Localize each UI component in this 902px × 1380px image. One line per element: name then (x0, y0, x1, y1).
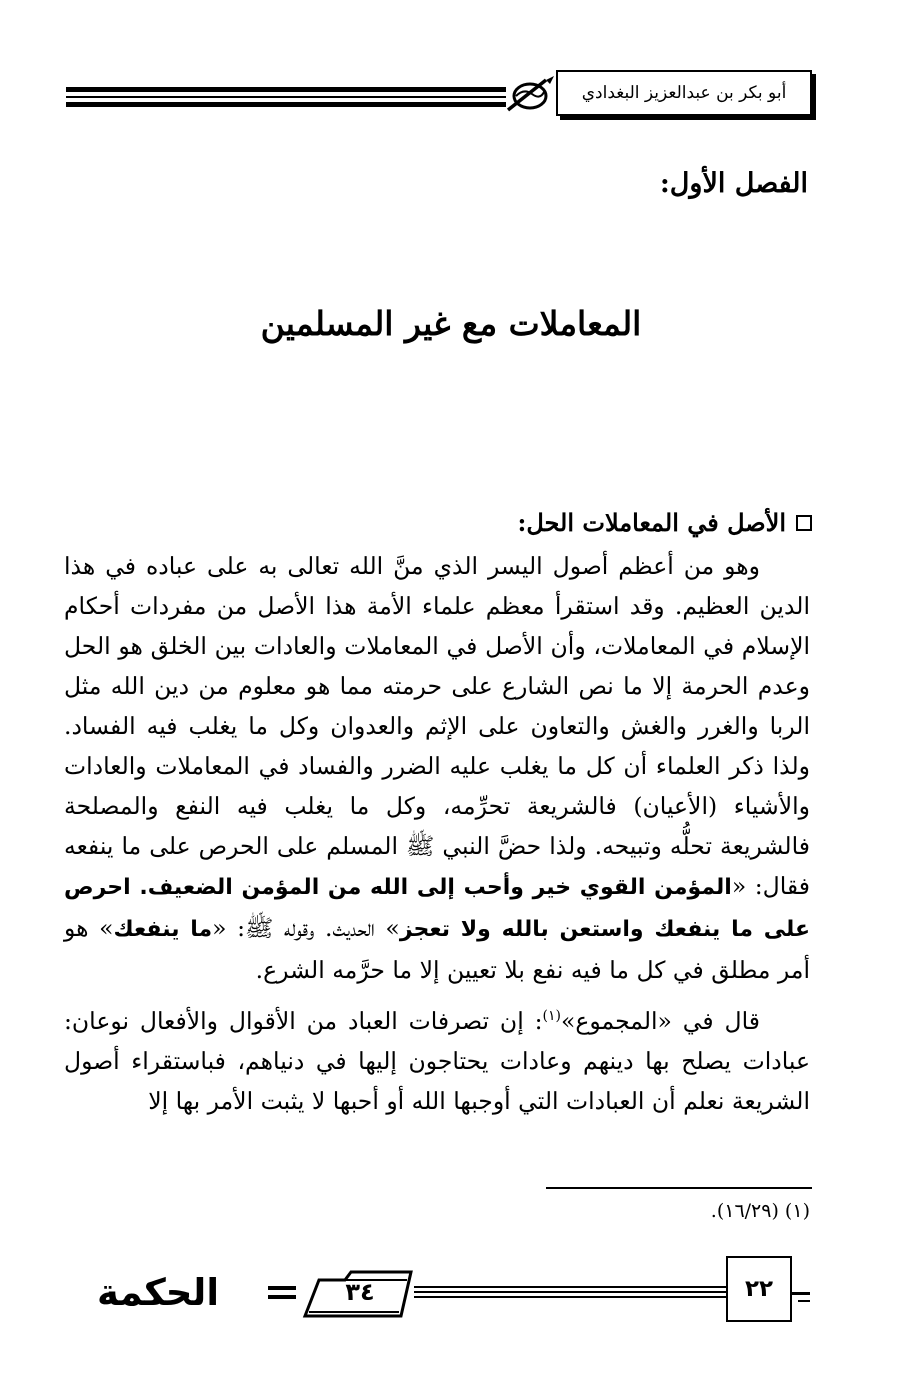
page-header (66, 70, 812, 124)
page-number: ٢٢ (726, 1256, 792, 1322)
hadith-quote: المؤمن القوي خير وأحب إلى الله من المؤمن الضعيف. احرص على ما ينفعك واستعن بالله ولا تعجز (64, 875, 810, 942)
paragraph (64, 546, 810, 990)
page-footer (58, 1256, 818, 1336)
magazine-logo: الحكمة (97, 1270, 220, 1314)
footer-rule (414, 1284, 748, 1302)
page-title: المعاملات مع غير المسلمين (260, 304, 642, 343)
paragraph-text: قال في «المجموع» (560, 1006, 760, 1035)
header-rule (66, 84, 506, 114)
footnote-reference[interactable]: (١) (542, 1008, 561, 1024)
paragraph-text: : إن تصرفات العباد من الأقوال والأفعال نوعان: عبادات يصلح بها دينهم وعادات يحتاجون إليها في دنياهم، فباستقراء أصول الشريعة نعلم أن العبادات التي أوجبها الله أو أحبها لا يثبت الأمر بها إلا (64, 1006, 810, 1115)
paragraph-text: وهو من أعظم أصول اليسر الذي منَّ الله تعالى به على عباده في هذا الدين العظيم. وقد استقرأ معظم علماء الأمة هذا الأصل من مفردات أحكام الإسلام في المعاملات، وأن الأصل في المعاملات والعادات بين الخلق هو الحل وعدم الحرمة إلا ما نص الشارع على حرمته مما هو معلوم من دين الله مثل الربا والغرر والغش والتعاون على الإثم والعدوان وكل ما يغلب فيه الفساد. ولذا ذكر العلماء أن كل ما يغلب عليه الضرر والفساد في المعاملات والعادات والأشياء (الأعيان) فالشريعة تحرِّمه، وكل ما يغلب فيه النفع والمصلحة فالشريعة تحلُّه وتبيحه. ولذا حضَّ النبي ﷺ المسلم على الحرص على ما ينفعه فقال: « (64, 552, 810, 900)
author-name-box (556, 70, 812, 116)
paragraph (64, 996, 810, 1121)
page-tick (792, 1292, 810, 1295)
section-heading (518, 508, 812, 537)
paragraph-text: » هو أمر مطلق في كل ما فيه نفع بلا تعيين إلا ما حرَّمه الشرع. (64, 914, 810, 984)
footnote-divider (546, 1187, 812, 1189)
footnote: (١) (١٦/٢٩). (710, 1200, 810, 1222)
checkbox-icon (796, 515, 812, 531)
section-heading-text: الأصل في المعاملات الحل: (517, 508, 786, 537)
equals-icon (268, 1284, 296, 1302)
issue-number: ٣٤ (345, 1278, 375, 1306)
pen-icon (502, 74, 558, 114)
paragraph-text: » الحديث. وقوله ﷺ: « (212, 914, 400, 942)
hadith-quote: ما ينفعك (113, 917, 213, 942)
author-name: أبو بكر بن عبدالعزيز البغدادي (581, 83, 787, 103)
body-text (64, 546, 810, 1121)
page-tick (798, 1300, 810, 1302)
chapter-label: الفصل الأول: (659, 168, 808, 199)
